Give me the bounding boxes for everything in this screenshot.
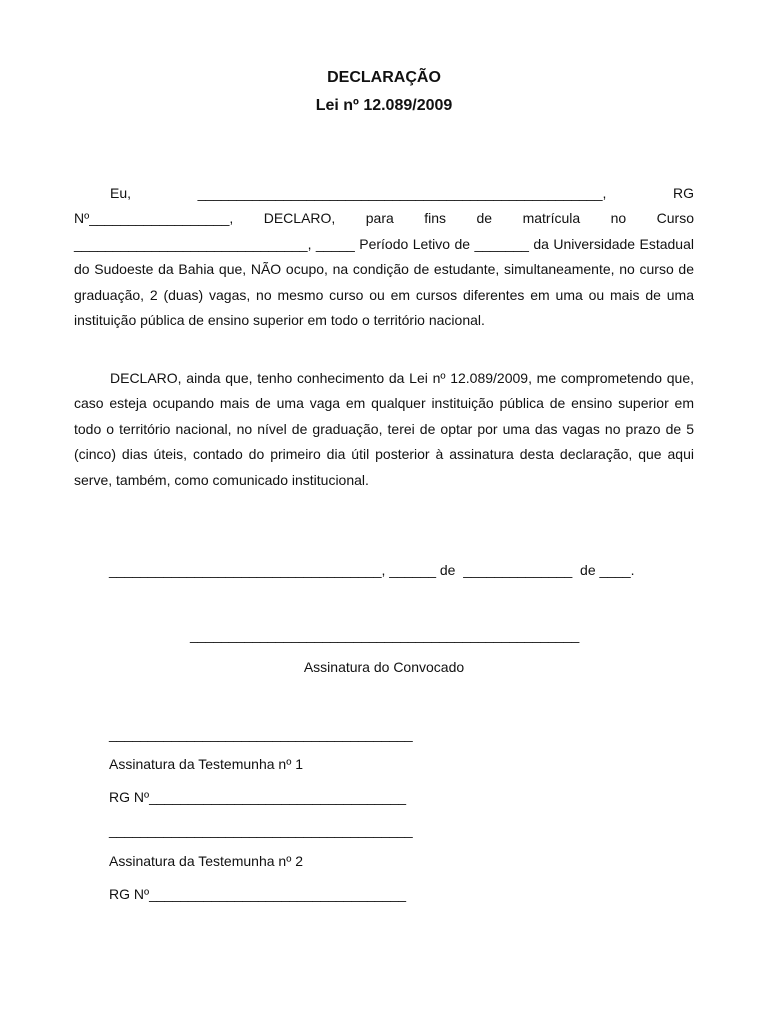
document-title: DECLARAÇÃO xyxy=(327,69,441,86)
document-subtitle: Lei nº 12.089/2009 xyxy=(315,97,453,114)
witness-2-signature-line: _______________________________________ xyxy=(109,822,413,838)
witness-1-signature-line: _______________________________________ xyxy=(109,726,413,742)
witness-1-label: Assinatura da Testemunha nº 1 xyxy=(109,756,303,772)
declaration-paragraph-1: Eu, ____________________________________________________, RG Nº__________________, DECLARO, para fins de matrícula no Curso ______________________________, _____ Período Letivo de _______ da Universidade Estadual do Sudoeste da Bahia que, NÃO ocupo, na condição de estudante, simultaneamente, no curso de graduação, 2 (duas) vagas, no mesmo curso ou em cursos diferentes em uma ou mais de uma instituição pública de ensino superior em todo o território nacional. xyxy=(74,185,694,329)
signature-line: __________________________________________________ xyxy=(190,627,580,643)
witness-2-rg: RG Nº_________________________________ xyxy=(109,886,407,902)
signature-label: Assinatura do Convocado xyxy=(303,659,465,675)
place-date-line: ___________________________________, ______ de ______________ de ____. xyxy=(109,562,635,578)
witness-1-rg: RG Nº_________________________________ xyxy=(109,789,407,805)
declaration-paragraph-2: DECLARO, ainda que, tenho conhecimento da Lei nº 12.089/2009, me comprometendo que, caso esteja ocupando mais de uma vaga em qualquer instituição pública de ensino superior em todo o território nacional, no nível de graduação, terei de optar por uma das vagas no prazo de 5 (cinco) dias úteis, contado do primeiro dia útil posterior à assinatura desta declaração, que aqui serve, também, como comunicado institucional. xyxy=(74,370,694,488)
witness-2-label: Assinatura da Testemunha nº 2 xyxy=(109,853,303,869)
